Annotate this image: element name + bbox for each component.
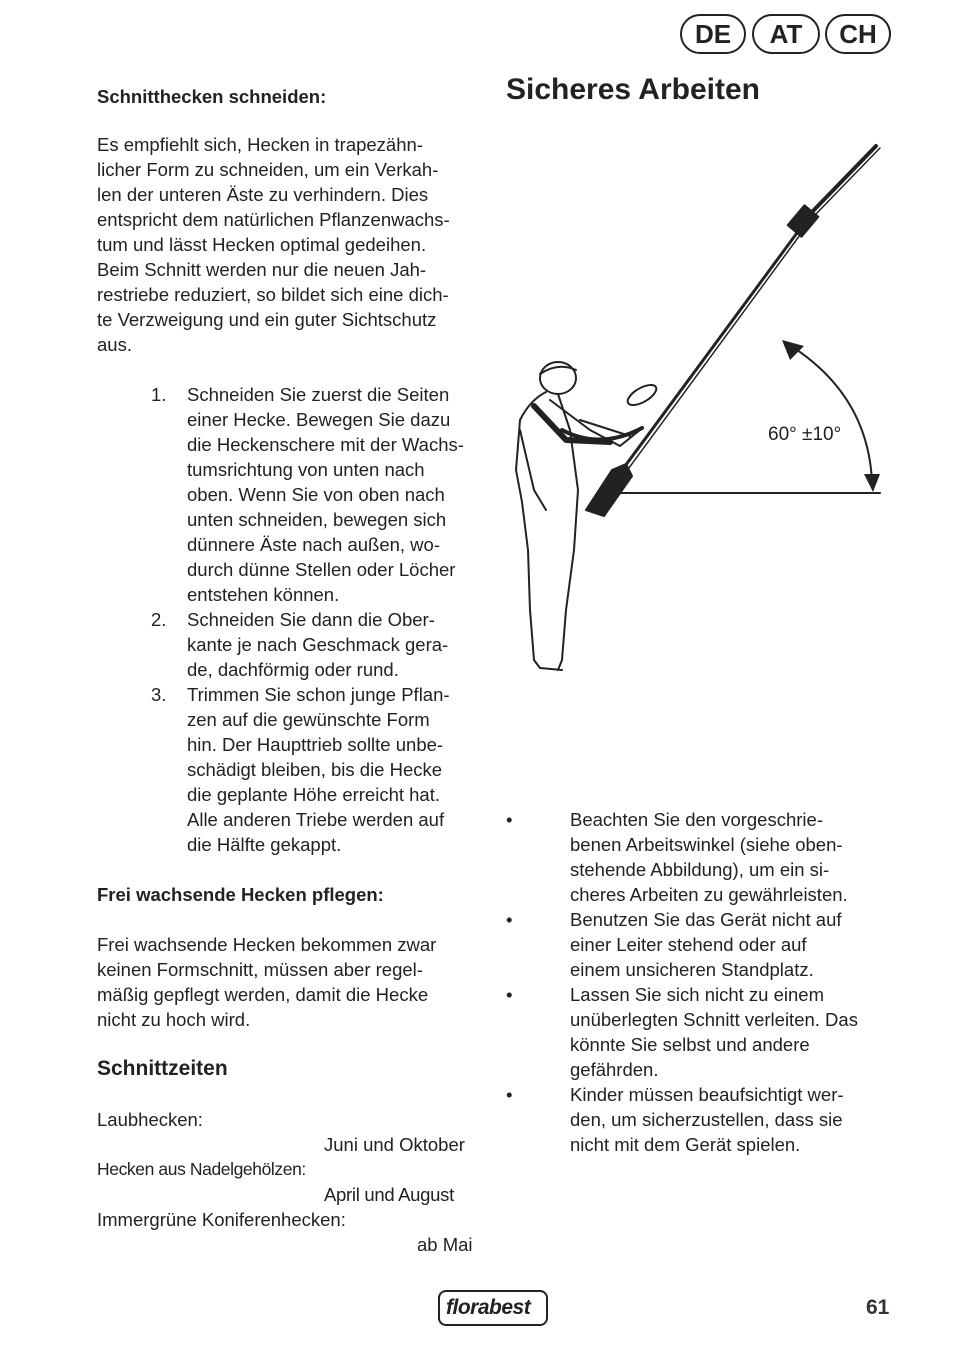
working-angle-illustration: [500, 130, 900, 700]
text-line: entstehen können.: [187, 584, 340, 605]
text-line: Es empfiehlt sich, Hecken in trapezähn-: [97, 134, 423, 155]
page-number: 61: [866, 1296, 890, 1319]
text-line: Kinder müssen beaufsichtigt wer-: [570, 1084, 844, 1105]
text-line: nicht zu hoch wird.: [97, 1009, 251, 1030]
text-line: unüberlegten Schnitt verleiten. Das: [570, 1009, 858, 1030]
text-line: schädigt bleiben, bis die Hecke: [187, 759, 443, 780]
text-line: nicht mit dem Gerät spielen.: [570, 1134, 801, 1155]
time-label-koniferen: Immergrüne Koniferenhecken:: [97, 1209, 346, 1230]
motor-handle: [586, 464, 632, 516]
brand-logo-text: florabest: [446, 1296, 531, 1319]
angle-arc: [788, 344, 872, 482]
text-line: stehende Abbildung), um ein si-: [570, 859, 830, 880]
person-body: [516, 392, 640, 670]
step-3: [151, 682, 491, 857]
text-line: restriebe reduziert, so bildet sich eine dich-: [97, 284, 449, 305]
hedge-blade: [812, 146, 876, 212]
brand-logo: [438, 1290, 548, 1326]
step-number: 3.: [151, 684, 167, 705]
step-number: 1.: [151, 384, 167, 405]
text-line: zen auf die gewünschte Form: [187, 709, 430, 730]
bullet-item: [506, 807, 906, 907]
text-line: die geplante Höhe erreicht hat.: [187, 784, 441, 805]
heading-schnitthecken: Schnitthecken schneiden:: [97, 86, 327, 107]
text-line: Trimmen Sie schon junge Pflan-: [187, 684, 450, 705]
text-line: Lassen Sie sich nicht zu einem: [570, 984, 824, 1005]
text-line: einer Leiter stehend oder auf: [570, 934, 807, 955]
text-line: kante je nach Geschmack gera-: [187, 634, 449, 655]
time-value-laubhecken: Juni und Oktober: [324, 1134, 465, 1155]
text-line: dünnere Äste nach außen, wo-: [187, 534, 440, 555]
step-1: [151, 382, 491, 607]
text-line: entspricht dem natürlichen Pflanzenwachs-: [97, 209, 450, 230]
text-line: hin. Der Haupttrieb sollte unbe-: [187, 734, 444, 755]
text-line: Beachten Sie den vorgeschrie-: [570, 809, 823, 830]
text-line: tumsrichtung von unten nach: [187, 459, 425, 480]
time-label-nadelgehoelze: Hecken aus Nadelgehölzen:: [97, 1159, 306, 1179]
angle-arrow-top: [782, 340, 804, 360]
text-line: aus.: [97, 334, 132, 355]
country-badge-at: AT: [752, 14, 820, 54]
bullet-item: [506, 1082, 906, 1157]
paragraph-frei-wachsende: [97, 932, 436, 1032]
text-line: einer Hecke. Bewegen Sie dazu: [187, 409, 451, 430]
time-value-koniferen: ab Mai: [417, 1234, 473, 1255]
step-number: 2.: [151, 609, 167, 630]
bullet-icon: •: [506, 809, 513, 830]
text-line: Alle anderen Triebe werden auf: [187, 809, 445, 830]
heading-frei-wachsende: Frei wachsende Hecken pflegen:: [97, 884, 384, 905]
text-line: den, um sicherzustellen, dass sie: [570, 1109, 843, 1130]
text-line: durch dünne Stellen oder Löcher: [187, 559, 456, 580]
text-line: licher Form zu schneiden, um ein Verkah-: [97, 159, 439, 180]
text-line: gefährden.: [570, 1059, 659, 1080]
page-title: Sicheres Arbeiten: [506, 73, 760, 106]
bullet-icon: •: [506, 909, 513, 930]
text-line: keinen Formschnitt, müssen aber regel-: [97, 959, 423, 980]
text-line: cheres Arbeiten zu gewährleisten.: [570, 884, 848, 905]
text-line: te Verzweigung und ein guter Sichtschutz: [97, 309, 437, 330]
country-badge-ch: CH: [825, 14, 891, 54]
step-2: [151, 607, 491, 682]
text-line: de, dachförmig oder rund.: [187, 659, 399, 680]
text-line: einem unsicheren Standplatz.: [570, 959, 814, 980]
text-line: Frei wachsende Hecken bekommen zwar: [97, 934, 437, 955]
text-line: die Heckenschere mit der Wachs-: [187, 434, 464, 455]
angle-label: 60° ±10°: [768, 424, 842, 445]
bullet-item: [506, 907, 906, 982]
text-line: Schneiden Sie zuerst die Seiten: [187, 384, 450, 405]
text-line: die Hälfte gekappt.: [187, 834, 342, 855]
bullet-icon: •: [506, 1084, 513, 1105]
time-label-laubhecken: Laubhecken:: [97, 1109, 203, 1130]
pole: [600, 218, 808, 500]
text-line: len der unteren Äste zu verhindern. Dies: [97, 184, 429, 205]
paragraph-trapez: [97, 132, 450, 357]
time-value-nadelgehoelze: April und August: [324, 1184, 454, 1205]
text-line: Schneiden Sie dann die Ober-: [187, 609, 435, 630]
bullet-item: [506, 982, 906, 1082]
bullet-icon: •: [506, 984, 513, 1005]
country-badge-de: DE: [680, 14, 746, 54]
text-line: benen Arbeitswinkel (siehe oben-: [570, 834, 843, 855]
text-line: unten schneiden, bewegen sich: [187, 509, 447, 530]
text-line: tum und lässt Hecken optimal gedeihen.: [97, 234, 427, 255]
text-line: Beim Schnitt werden nur die neuen Jah-: [97, 259, 427, 280]
text-line: mäßig gepflegt werden, damit die Hecke: [97, 984, 429, 1005]
text-line: könnte Sie selbst und andere: [570, 1034, 810, 1055]
heading-schnittzeiten: Schnittzeiten: [97, 1057, 228, 1080]
text-line: oben. Wenn Sie von oben nach: [187, 484, 445, 505]
text-line: Benutzen Sie das Gerät nicht auf: [570, 909, 842, 930]
angle-arrow-bottom: [864, 474, 880, 492]
